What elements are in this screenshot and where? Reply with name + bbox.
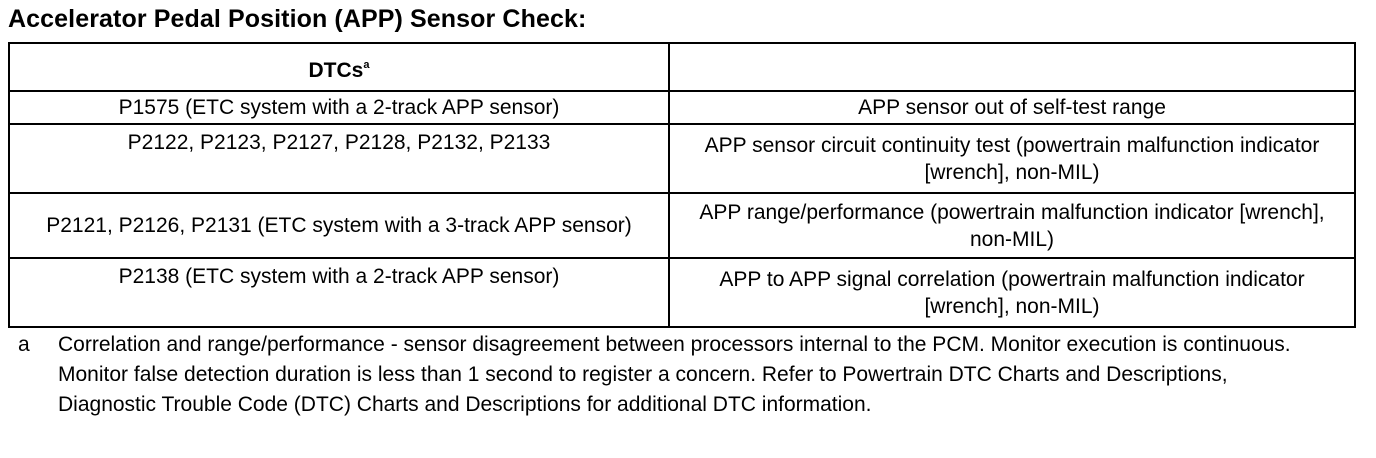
column-header-description [669,43,1355,91]
footnote-text: Correlation and range/performance - sensor disagreement between processors internal to the PCM. Monitor execution is continuous. Monitor false detection duration is less than 1 second to register a concern. Refer to Powertrain DTC Charts and Descriptions, Diagnostic Trouble Code (DTC) Charts and Descriptions for additional DTC information. [58,333,1291,416]
dtc-description-cell: APP sensor circuit continuity test (powertrain malfunction indicator [wrench], non-MIL) [669,124,1355,193]
footnote-reference: a [363,59,370,71]
table-row [9,124,1355,193]
dtc-description-cell: APP sensor out of self-test range [669,91,1355,124]
dtc-codes-cell: P2122, P2123, P2127, P2128, P2132, P2133 [9,124,669,193]
dtc-codes-cell: P2121, P2126, P2131 (ETC system with a 3-track APP sensor) [9,193,669,258]
footnote-marker: a [18,333,30,356]
table-row [9,91,1355,124]
dtc-description-cell: APP range/performance (powertrain malfunction indicator [wrench], non-MIL) [669,193,1355,258]
dtc-codes-cell: P1575 (ETC system with a 2-track APP sensor) [9,91,669,124]
column-header-dtcs [9,43,669,91]
dtc-description-cell: APP to APP signal correlation (powertrain malfunction indicator [wrench], non-MIL) [669,258,1355,327]
page-title: Accelerator Pedal Position (APP) Sensor Check: [8,5,587,33]
dtc-table [8,42,1356,328]
table-header-row [9,43,1355,91]
table-row [9,258,1355,327]
column-header-dtcs-label: DTCs [308,59,364,82]
table-row [9,193,1355,258]
dtc-codes-cell: P2138 (ETC system with a 2-track APP sensor) [9,258,669,327]
